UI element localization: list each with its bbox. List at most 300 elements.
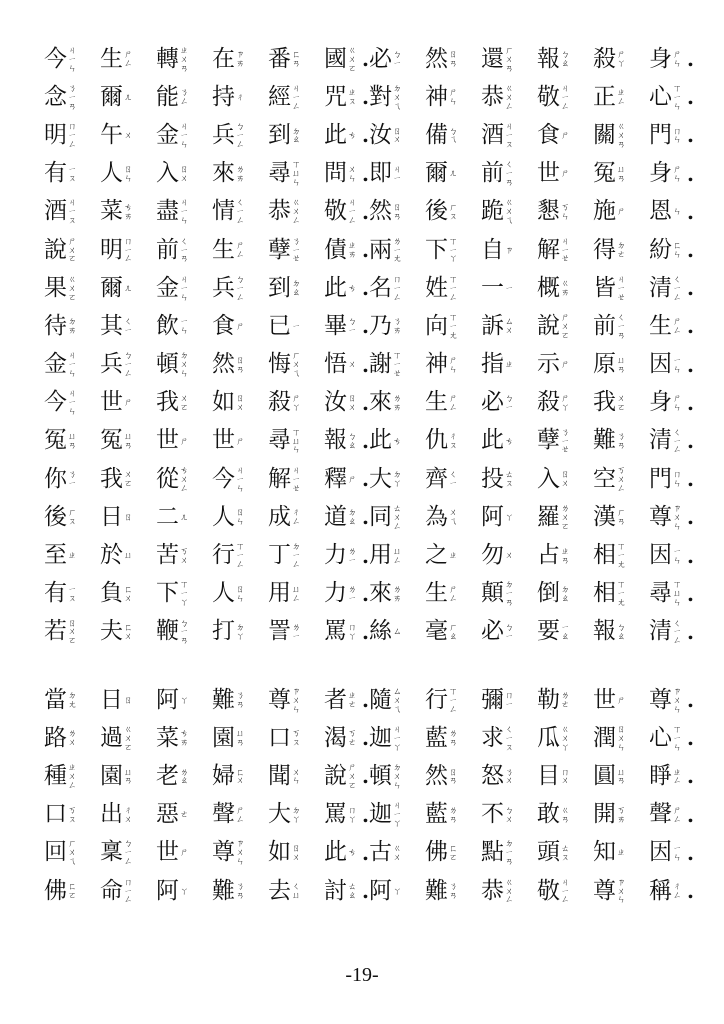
zhuyin-annotation: ㄅㄠ xyxy=(348,432,357,451)
character-with-zhuyin xyxy=(268,841,324,864)
zhuyin-annotation: ㄙㄨㄟ xyxy=(392,686,401,715)
zhuyin-annotation: ㄅㄧㄢ xyxy=(180,618,189,647)
hanzi: 懇 xyxy=(536,198,560,225)
zhuyin-annotation: ㄅㄧㄥ xyxy=(236,122,245,150)
hanzi: 悔 xyxy=(268,351,291,378)
hanzi: 知 xyxy=(592,839,616,866)
character-with-zhuyin xyxy=(44,763,100,790)
zhuyin-annotation: ㄕㄥ xyxy=(124,50,133,70)
hanzi: 彌 xyxy=(480,686,504,713)
zhuyin-annotation: ㄨ xyxy=(124,131,133,141)
hanzi: 飲 xyxy=(156,312,179,339)
character-with-zhuyin xyxy=(212,162,268,185)
zhuyin-annotation: ㄧ xyxy=(292,321,301,332)
zhuyin-annotation: ㄑㄧㄢ xyxy=(504,160,513,189)
hanzi: 念 xyxy=(44,83,67,110)
hanzi: 盡 xyxy=(156,198,179,225)
verse-line xyxy=(44,575,694,613)
zhuyin-annotation: ㄇㄧㄥ xyxy=(124,877,133,906)
character-with-zhuyin xyxy=(100,162,156,185)
character-with-zhuyin xyxy=(593,542,649,569)
character-with-zhuyin xyxy=(649,391,687,414)
hanzi: 汝 xyxy=(324,389,347,416)
hanzi: 關 xyxy=(592,121,616,148)
hanzi: 來 xyxy=(212,160,235,187)
zhuyin-annotation: ㄘ xyxy=(348,131,357,141)
hanzi: 隨 xyxy=(368,686,392,713)
character-with-zhuyin xyxy=(212,122,268,149)
hanzi: 頓 xyxy=(368,762,392,789)
zhuyin-annotation: ㄑㄧㄥ xyxy=(672,427,681,456)
hanzi: 難 xyxy=(212,686,235,713)
verse-line xyxy=(44,757,694,795)
character-with-zhuyin xyxy=(324,391,362,414)
character-with-zhuyin xyxy=(425,582,481,605)
hanzi: 頭 xyxy=(536,839,560,866)
character-with-zhuyin xyxy=(593,122,649,149)
zhuyin-annotation: ㄕ xyxy=(560,360,569,371)
character-with-zhuyin xyxy=(424,762,481,789)
zhuyin-annotation: ㄎㄡ xyxy=(292,729,301,749)
hanzi: 後 xyxy=(424,198,448,225)
hanzi: 瓜 xyxy=(536,724,560,751)
hanzi: 解 xyxy=(536,236,560,263)
hanzi: 詈 xyxy=(268,618,291,645)
hanzi: 兩 xyxy=(368,236,392,263)
hanzi: 口 xyxy=(268,724,291,751)
end-stop: . xyxy=(686,123,694,148)
character-with-zhuyin xyxy=(212,275,268,302)
zhuyin-annotation: ㄐㄧㄣ xyxy=(180,198,189,227)
character-with-zhuyin xyxy=(100,725,156,752)
character-with-zhuyin xyxy=(593,725,649,752)
hanzi: 生 xyxy=(212,236,235,263)
character-with-zhuyin xyxy=(212,724,268,751)
character-with-zhuyin xyxy=(324,236,362,263)
zhuyin-annotation: ㄋㄢ xyxy=(448,882,457,902)
character-with-zhuyin xyxy=(324,620,362,643)
hanzi: 必 xyxy=(368,45,392,72)
mid-stop: . xyxy=(362,840,369,865)
stanza xyxy=(44,40,694,651)
hanzi: 正 xyxy=(592,83,616,110)
character-with-zhuyin xyxy=(156,429,212,452)
zhuyin-annotation: ㄔ xyxy=(236,92,245,103)
character-with-zhuyin xyxy=(44,839,100,866)
character-with-zhuyin xyxy=(44,122,100,149)
mid-stop: . xyxy=(362,581,369,606)
zhuyin-annotation: ㄉㄨㄟ xyxy=(392,83,401,112)
zhuyin-annotation: ㄕㄨㄛ xyxy=(348,763,357,791)
zhuyin-annotation: ㄉㄧㄥ xyxy=(292,542,301,570)
character-with-zhuyin xyxy=(324,121,362,148)
character-with-zhuyin xyxy=(212,803,268,826)
hanzi: 前 xyxy=(592,312,616,339)
zhuyin-annotation: ㄐㄧㄣ xyxy=(68,389,77,418)
character-with-zhuyin xyxy=(100,83,156,110)
end-stop: . xyxy=(686,581,694,606)
character-with-zhuyin xyxy=(649,200,687,223)
zhuyin-annotation: ㄉㄠ xyxy=(292,126,301,146)
hanzi: 勿 xyxy=(480,542,504,569)
zhuyin-annotation: ㄐㄧㄥ xyxy=(292,83,301,112)
character-with-zhuyin xyxy=(480,762,537,789)
hanzi: 老 xyxy=(156,762,179,789)
hanzi: 尊 xyxy=(212,839,235,866)
hanzi: 命 xyxy=(100,877,123,904)
hanzi: 佛 xyxy=(424,839,448,866)
hanzi: 冤 xyxy=(44,427,67,454)
character-with-zhuyin xyxy=(324,162,362,185)
hanzi: 我 xyxy=(592,389,616,416)
hanzi: 絲 xyxy=(368,618,392,645)
hanzi: 指 xyxy=(480,351,504,378)
zhuyin-annotation: ㄖ xyxy=(124,512,133,523)
character-with-zhuyin xyxy=(100,274,156,301)
character-with-zhuyin xyxy=(156,122,212,149)
verse-line xyxy=(44,155,694,193)
zhuyin-annotation: ㄇㄧㄥ xyxy=(392,274,401,303)
zhuyin-annotation: ㄕㄨㄛ xyxy=(560,313,569,341)
zhuyin-annotation: ㄚ xyxy=(504,512,513,523)
hanzi: 孽 xyxy=(536,427,560,454)
hanzi: 古 xyxy=(368,839,392,866)
hanzi: 明 xyxy=(44,121,67,148)
character-with-zhuyin xyxy=(537,803,593,826)
character-with-zhuyin xyxy=(481,580,537,607)
character-with-zhuyin xyxy=(268,542,324,569)
hanzi: 番 xyxy=(268,45,291,72)
hanzi: 大 xyxy=(268,801,291,828)
zhuyin-annotation: ㄓㄜ xyxy=(348,691,357,711)
zhuyin-annotation: ㄨ xyxy=(504,551,513,562)
zhuyin-annotation: ㄉㄚ xyxy=(236,622,245,642)
hanzi: 因 xyxy=(648,542,672,569)
zhuyin-annotation: ㄑㄧ xyxy=(448,470,457,490)
verse-line xyxy=(44,231,694,269)
character-with-zhuyin xyxy=(480,236,537,263)
zhuyin-annotation: ㄧㄠ xyxy=(560,622,569,642)
zhuyin-annotation: ㄐㄧㄝ xyxy=(292,465,301,494)
hanzi: 酒 xyxy=(44,198,67,225)
hanzi: 打 xyxy=(212,618,235,645)
hanzi: 轉 xyxy=(156,45,179,72)
hanzi: 門 xyxy=(648,121,672,148)
character-with-zhuyin xyxy=(156,803,212,826)
end-stop: . xyxy=(686,764,694,789)
character-with-zhuyin xyxy=(481,839,537,866)
zhuyin-annotation: ㄖㄨ xyxy=(348,393,357,413)
hanzi: 報 xyxy=(592,618,616,645)
hanzi: 情 xyxy=(212,198,235,225)
hanzi: 清 xyxy=(648,427,672,454)
hanzi: 難 xyxy=(592,427,616,454)
hanzi: 路 xyxy=(44,724,67,751)
mid-stop: . xyxy=(362,85,369,110)
hanzi: 清 xyxy=(648,618,672,645)
character-with-zhuyin xyxy=(593,162,649,185)
character-with-zhuyin xyxy=(480,465,537,492)
hanzi: 人 xyxy=(100,160,123,187)
character-with-zhuyin xyxy=(44,686,100,713)
hanzi: 身 xyxy=(648,160,672,187)
verse-line xyxy=(44,681,694,719)
character-with-zhuyin xyxy=(156,198,212,225)
zhuyin-annotation: ㄒㄧㄣ xyxy=(672,724,681,753)
hanzi: 漢 xyxy=(592,503,616,530)
zhuyin-annotation: ㄕㄣ xyxy=(672,164,681,184)
zhuyin-annotation: ㄍㄨㄛ xyxy=(124,724,133,753)
character-with-zhuyin xyxy=(536,121,593,148)
character-with-zhuyin xyxy=(369,84,425,111)
hanzi: 世 xyxy=(592,686,616,713)
hanzi: 如 xyxy=(212,389,235,416)
zhuyin-annotation: ㄉㄚ xyxy=(392,470,401,490)
character-with-zhuyin xyxy=(324,46,362,73)
zhuyin-annotation: ㄖㄣ xyxy=(236,584,245,604)
hanzi: 相 xyxy=(592,580,616,607)
mid-stop: . xyxy=(362,543,369,568)
character-with-zhuyin xyxy=(268,466,324,493)
character-with-zhuyin xyxy=(425,803,481,826)
hanzi: 尊 xyxy=(268,686,291,713)
hanzi: 國 xyxy=(324,45,347,72)
character-with-zhuyin xyxy=(425,275,481,302)
zhuyin-annotation: ㄏㄡ xyxy=(448,202,457,222)
character-with-zhuyin xyxy=(212,620,268,643)
character-with-zhuyin xyxy=(156,544,212,567)
hanzi: 恭 xyxy=(480,83,504,110)
zhuyin-annotation: ㄇㄧㄥ xyxy=(68,122,77,150)
hanzi: 用 xyxy=(268,580,291,607)
zhuyin-annotation: ㄌㄨ xyxy=(68,729,77,749)
zhuyin-annotation: ㄋㄧㄢ xyxy=(68,83,77,112)
hanzi: 夫 xyxy=(100,618,123,645)
zhuyin-annotation: ㄉㄠ xyxy=(292,279,301,299)
verse-line xyxy=(44,116,694,154)
character-with-zhuyin xyxy=(481,391,537,414)
zhuyin-annotation: ㄩㄢ xyxy=(616,164,625,184)
hanzi: 為 xyxy=(424,503,448,530)
zhuyin-annotation: ㄏㄨㄢ xyxy=(504,45,513,74)
hanzi: 已 xyxy=(268,312,291,339)
zhuyin-annotation: ㄕㄥ xyxy=(672,317,681,337)
zhuyin-annotation: ㄖㄨ xyxy=(180,164,189,184)
character-with-zhuyin xyxy=(212,83,268,110)
end-stop: . xyxy=(686,276,694,301)
zhuyin-annotation: ㄅㄟ xyxy=(448,126,457,146)
hanzi: 能 xyxy=(156,83,179,110)
hanzi: 兵 xyxy=(212,274,235,301)
end-stop: . xyxy=(686,314,694,339)
zhuyin-annotation: ㄩㄢ xyxy=(236,729,245,749)
end-stop: . xyxy=(686,467,694,492)
character-with-zhuyin xyxy=(369,162,425,185)
character-with-zhuyin xyxy=(212,312,268,339)
zhuyin-annotation: ㄨㄛ xyxy=(180,393,189,413)
character-with-zhuyin xyxy=(481,160,537,187)
zhuyin-annotation: ㄘ xyxy=(348,283,357,294)
hanzi: 難 xyxy=(212,877,235,904)
hanzi: 其 xyxy=(100,312,123,339)
character-with-zhuyin xyxy=(369,200,425,223)
character-with-zhuyin xyxy=(649,725,687,752)
zhuyin-annotation: ㄅㄨ xyxy=(504,805,513,825)
zhuyin-annotation: ㄋㄧㄝ xyxy=(560,427,569,456)
hanzi: 今 xyxy=(44,389,67,416)
zhuyin-annotation: ㄊㄡ xyxy=(504,470,513,490)
zhuyin-annotation: ㄍㄨㄟ xyxy=(504,198,513,227)
zhuyin-annotation: ㄖㄨㄣ xyxy=(616,724,625,753)
hanzi: 果 xyxy=(44,274,67,301)
hanzi: 敢 xyxy=(536,801,560,828)
zhuyin-annotation: ㄕㄥ xyxy=(236,805,245,825)
character-with-zhuyin xyxy=(649,544,687,567)
hanzi: 身 xyxy=(648,45,672,72)
zhuyin-annotation: ㄈㄣ xyxy=(672,241,681,261)
hanzi: 阿 xyxy=(368,877,392,904)
character-with-zhuyin xyxy=(425,620,481,643)
character-with-zhuyin xyxy=(44,46,100,73)
hanzi: 聞 xyxy=(268,762,291,789)
character-with-zhuyin xyxy=(593,580,649,607)
zhuyin-annotation: ㄔㄡ xyxy=(448,432,457,451)
character-with-zhuyin xyxy=(425,162,481,185)
zhuyin-annotation: ㄒㄧㄚ xyxy=(180,580,189,609)
character-with-zhuyin xyxy=(44,724,100,751)
zhuyin-annotation: ㄓㄢ xyxy=(560,546,569,566)
hanzi: 金 xyxy=(156,121,179,148)
character-with-zhuyin xyxy=(44,198,100,225)
character-with-zhuyin xyxy=(537,162,593,185)
hanzi: 債 xyxy=(324,236,347,263)
character-with-zhuyin xyxy=(368,465,425,492)
zhuyin-annotation: ㄕ xyxy=(348,474,357,485)
character-with-zhuyin xyxy=(324,465,362,492)
zhuyin-annotation: ㄍㄨㄥ xyxy=(504,877,513,906)
character-with-zhuyin xyxy=(212,542,268,569)
zhuyin-annotation: ㄓ xyxy=(616,848,625,859)
character-with-zhuyin xyxy=(100,200,156,223)
character-with-zhuyin xyxy=(212,353,268,376)
verse-line xyxy=(44,536,694,574)
zhuyin-annotation: ㄏㄡ xyxy=(68,508,77,528)
character-with-zhuyin xyxy=(481,429,537,452)
hanzi: 後 xyxy=(44,503,67,530)
end-stop: . xyxy=(686,543,694,568)
hanzi: 菜 xyxy=(156,724,179,751)
zhuyin-annotation: ㄧㄣ xyxy=(672,546,681,566)
hanzi: 頓 xyxy=(156,351,179,378)
character-with-zhuyin xyxy=(156,466,212,493)
mid-stop: . xyxy=(362,123,369,148)
hanzi: 開 xyxy=(592,801,616,828)
zhuyin-annotation: ㄌㄧ xyxy=(348,546,357,566)
hanzi: 藍 xyxy=(424,724,448,751)
character-with-zhuyin xyxy=(268,121,324,148)
hanzi: 迦 xyxy=(368,801,392,828)
character-with-zhuyin xyxy=(649,84,687,111)
hanzi: 顛 xyxy=(480,580,504,607)
zhuyin-annotation: ㄊㄠ xyxy=(348,882,357,902)
zhuyin-annotation: ㄩㄢ xyxy=(124,432,133,451)
character-with-zhuyin xyxy=(481,803,537,826)
zhuyin-annotation: ㄕ xyxy=(236,436,245,447)
hanzi: 我 xyxy=(156,389,179,416)
zhuyin-annotation: ㄨ xyxy=(348,360,357,371)
mid-stop: . xyxy=(362,161,369,186)
hanzi: 食 xyxy=(212,312,235,339)
character-with-zhuyin xyxy=(480,503,537,530)
zhuyin-annotation: ㄗㄨㄣ xyxy=(236,839,245,868)
hanzi: 苦 xyxy=(156,542,179,569)
character-with-zhuyin xyxy=(156,391,212,414)
hanzi: 目 xyxy=(536,762,560,789)
mid-stop: . xyxy=(362,764,369,789)
zhuyin-annotation: ㄑㄧㄡ xyxy=(504,724,513,753)
character-with-zhuyin xyxy=(212,686,268,713)
hanzi: 生 xyxy=(424,389,448,416)
character-with-zhuyin xyxy=(268,428,324,455)
character-with-zhuyin xyxy=(100,503,156,530)
hanzi: 待 xyxy=(44,312,67,339)
hanzi: 者 xyxy=(324,686,347,713)
zhuyin-annotation: ㄔㄥ xyxy=(292,508,301,528)
character-with-zhuyin xyxy=(324,803,362,826)
stanza xyxy=(44,681,694,910)
zhuyin-annotation: ㄉㄤ xyxy=(68,691,77,711)
zhuyin-annotation: ㄉㄨㄣ xyxy=(180,351,189,380)
zhuyin-annotation: ㄚ xyxy=(180,695,189,706)
character-with-zhuyin xyxy=(537,544,593,567)
zhuyin-annotation: ㄍㄨㄥ xyxy=(504,83,513,112)
character-with-zhuyin xyxy=(212,236,268,263)
zhuyin-annotation: ㄋㄧ xyxy=(68,470,77,490)
character-with-zhuyin xyxy=(212,45,268,72)
character-with-zhuyin xyxy=(44,619,100,646)
hanzi: 到 xyxy=(268,274,291,301)
character-with-zhuyin xyxy=(369,687,425,714)
zhuyin-annotation: ㄌㄞ xyxy=(392,584,401,604)
zhuyin-annotation: ㄖ xyxy=(124,695,133,706)
character-with-zhuyin xyxy=(44,162,100,185)
zhuyin-annotation: ㄨㄣ xyxy=(292,767,301,787)
hanzi: 今 xyxy=(44,45,67,72)
mid-stop: . xyxy=(362,467,369,492)
character-with-zhuyin xyxy=(268,582,324,605)
zhuyin-annotation: ㄦ xyxy=(124,92,133,103)
character-with-zhuyin xyxy=(649,353,687,376)
character-with-zhuyin xyxy=(537,878,593,905)
hanzi: 跪 xyxy=(480,198,504,225)
zhuyin-annotation: ㄅㄧ xyxy=(348,317,357,337)
end-stop: . xyxy=(686,619,694,644)
character-with-zhuyin xyxy=(368,312,425,339)
character-with-zhuyin xyxy=(44,544,100,567)
character-with-zhuyin xyxy=(212,198,268,225)
hanzi: 菜 xyxy=(100,198,123,225)
hanzi: 難 xyxy=(424,877,448,904)
character-with-zhuyin xyxy=(100,351,156,378)
hanzi: 不 xyxy=(480,801,504,828)
character-with-zhuyin xyxy=(324,582,362,605)
hanzi: 去 xyxy=(268,877,291,904)
character-with-zhuyin xyxy=(44,429,100,452)
character-with-zhuyin xyxy=(648,312,687,339)
mid-stop: . xyxy=(362,619,369,644)
hanzi: 殺 xyxy=(536,389,560,416)
character-with-zhuyin xyxy=(480,312,537,339)
